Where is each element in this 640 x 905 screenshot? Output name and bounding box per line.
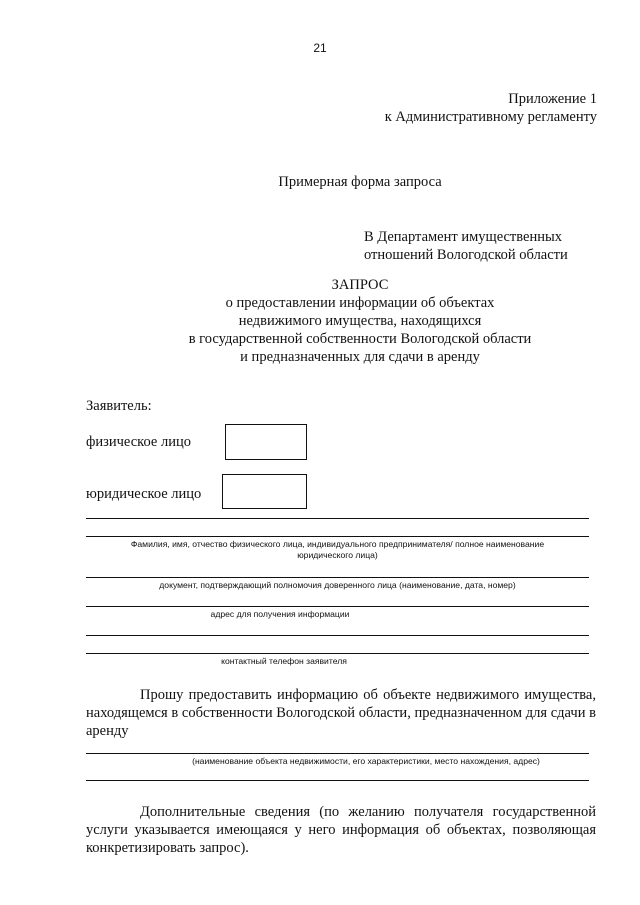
addressee-line-2: отношений Вологодской области (364, 247, 568, 263)
applicant-name-line-1[interactable] (86, 518, 589, 519)
form-title: Примерная форма запроса (278, 174, 442, 190)
applicant-name-caption-line-2: юридического лица) (297, 550, 378, 560)
legal-entity-checkbox[interactable] (222, 474, 307, 509)
document-caption: документ, подтверждающий полномочия доверенного лица (наименование, дата, номер) (159, 580, 516, 590)
individual-checkbox[interactable] (225, 424, 307, 460)
phone-caption: контактный телефон заявителя (221, 656, 347, 666)
object-line-2[interactable] (86, 780, 589, 781)
applicant-name-caption-line-1: Фамилия, имя, отчество физического лица, индивидуального предпринимателя/ полное наименование (130, 539, 545, 549)
phone-line-2[interactable] (86, 653, 589, 654)
applicant-name-line-2[interactable] (86, 536, 589, 537)
address-line[interactable] (86, 606, 589, 607)
appendix-line-2: к Административному регламенту (384, 109, 597, 125)
heading-line-3: в государственной собственности Вологодской области (188, 331, 532, 347)
appendix-note (385, 90, 597, 126)
additional-info-paragraph: Дополнительные сведения (по желанию получателя государственной услуги указывается имеющаяся у него информация об объектах, позволяющая конкретизировать запрос). (86, 804, 596, 856)
request-paragraph: Прошу предоставить информацию об объекте недвижимого имущества, находящемся в собственности Вологодской области, предназначенном для сдачи в аренду (86, 687, 596, 739)
applicant-name-caption (86, 539, 589, 561)
heading-title: ЗАПРОС (331, 277, 389, 293)
individual-label: физическое лицо (86, 434, 191, 450)
appendix-line-1: Приложение 1 (508, 91, 597, 107)
heading-line-4: и предназначенных для сдачи в аренду (240, 349, 480, 365)
addressee-line-1: В Департамент имущественных (364, 229, 562, 245)
applicant-label: Заявитель: (86, 398, 152, 414)
page-number: 21 (313, 41, 327, 55)
document-line[interactable] (86, 577, 589, 578)
address-caption: адрес для получения информации (210, 609, 350, 619)
object-line-1[interactable] (86, 753, 589, 754)
legal-entity-label: юридическое лицо (86, 486, 202, 502)
addressee (364, 228, 568, 264)
request-heading (0, 276, 640, 366)
heading-line-2: недвижимого имущества, находящихся (238, 313, 482, 329)
heading-line-1: о предоставлении информации об объектах (225, 295, 495, 311)
phone-line-1[interactable] (86, 635, 589, 636)
object-caption: (наименование объекта недвижимости, его характеристики, место нахождения, адрес) (192, 756, 540, 766)
